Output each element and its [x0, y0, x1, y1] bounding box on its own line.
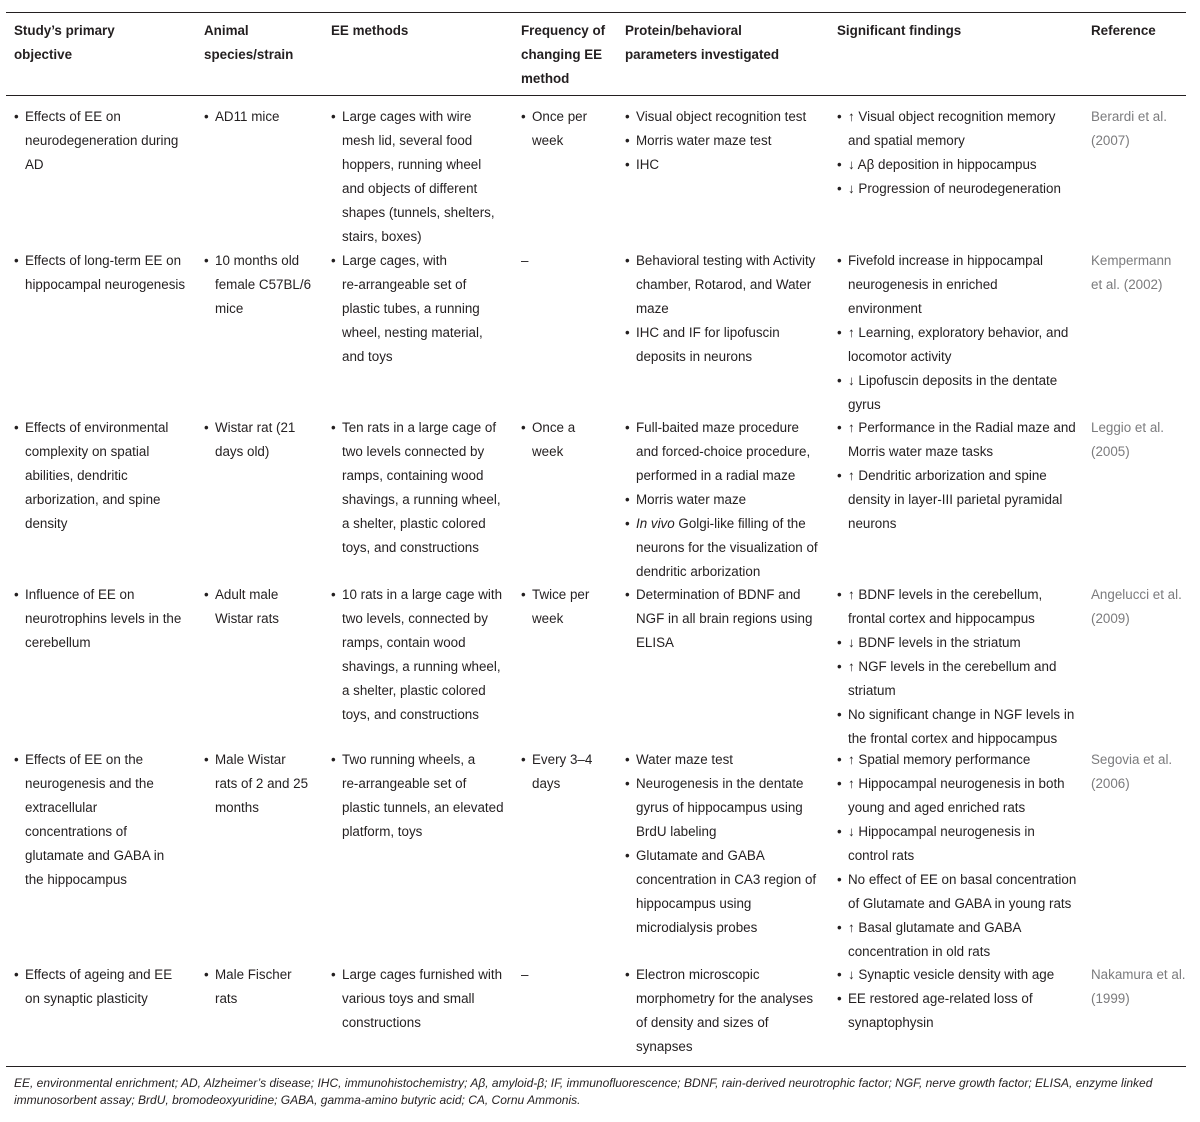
item-line: neurogenesis and the [25, 776, 154, 791]
item-line: • Male Wistar [215, 752, 286, 767]
reference-cell [1091, 748, 1191, 796]
bullet-item [837, 916, 1087, 964]
item-line: abilities, dendritic [25, 468, 128, 483]
findings-cell [837, 105, 1087, 201]
header-line: Study’s primary [14, 23, 115, 38]
item-line: maze [636, 301, 669, 316]
item-line: BrdU labeling [636, 824, 717, 839]
item-line: young and aged enriched rats [848, 800, 1026, 815]
item-line: • Two running wheels, a [342, 752, 476, 767]
reference-line: Kempermann [1091, 253, 1172, 268]
item-line: a shelter, plastic colored [342, 683, 486, 698]
bullet-item [331, 105, 519, 249]
bottom-rule [6, 1066, 1186, 1067]
item-line: • Once a [532, 420, 576, 435]
methods-cell [331, 416, 519, 560]
header-line: Significant findings [837, 23, 962, 38]
bullet-item [204, 963, 329, 1011]
item-line: platform, toys [342, 824, 423, 839]
item-line: • Behavioral testing with Activity [636, 253, 816, 268]
item-line: • Visual object recognition test [636, 109, 807, 124]
bullet-item [837, 464, 1087, 536]
item-line: • ↓ Progression of neurodegeneration [848, 181, 1061, 196]
methods-cell [331, 748, 519, 844]
item-line: of density and sizes of [636, 1015, 769, 1030]
header-rule [6, 95, 1186, 96]
item-line: chamber, Rotarod, and Water [636, 277, 812, 292]
item-line: re-arrangeable set of [342, 277, 467, 292]
item-line: • No effect of EE on basal concentration [848, 872, 1077, 887]
species-cell [204, 583, 329, 631]
item-line: female C57BL/6 [215, 277, 312, 292]
item-line: • ↑ Learning, exploratory behavior, and [848, 325, 1069, 340]
bullet-item [837, 987, 1087, 1035]
item-line: of Glutamate and GABA in young rats [848, 896, 1072, 911]
item-line: the hippocampus [25, 872, 127, 887]
item-line: • Fivefold increase in hippocampal [848, 253, 1044, 268]
bullet-item [625, 512, 835, 584]
item-line: neurons [848, 516, 897, 531]
frequency-dash: – [521, 967, 529, 982]
bullet-item [204, 416, 329, 464]
frequency-cell [521, 249, 623, 273]
bullet-item [837, 249, 1087, 321]
item-line: Wistar rats [215, 611, 279, 626]
objective-cell [14, 583, 199, 655]
bullet-item [14, 583, 199, 655]
reference-line: (2006) [1091, 776, 1130, 791]
item-line: • No significant change in NGF levels in [848, 707, 1075, 722]
item-line: hippocampus using [636, 896, 752, 911]
parameters-cell [625, 249, 835, 369]
item-line: cerebellum [25, 635, 91, 650]
bullet-item [837, 868, 1087, 916]
bullet-item [837, 820, 1087, 868]
item-line: • Neurogenesis in the dentate [636, 776, 804, 791]
col-methods-header [331, 19, 519, 43]
col-frequency-header [521, 19, 623, 91]
header-line: parameters investigated [625, 47, 780, 62]
bullet-item [837, 748, 1087, 772]
item-line: various toys and small [342, 991, 475, 1006]
item-line: • Morris water maze [636, 492, 747, 507]
col-reference-header [1091, 19, 1191, 43]
methods-cell [331, 105, 519, 249]
bullet-item [837, 369, 1087, 417]
bullet-item [14, 416, 199, 536]
item-line: mesh lid, several food [342, 133, 473, 148]
item-line: ramps, contain wood [342, 635, 466, 650]
species-cell [204, 105, 329, 129]
item-line: mice [215, 301, 244, 316]
item-line: plastic tubes, a running [342, 301, 480, 316]
objective-cell [14, 249, 199, 297]
reference-line: et al. (2002) [1091, 277, 1163, 292]
bullet-item [625, 416, 835, 488]
item-line: • 10 rats in a large cage with [342, 587, 503, 602]
item-line: • ↑ Basal glutamate and GABA [848, 920, 1022, 935]
findings-cell [837, 748, 1087, 964]
reference-cell [1091, 583, 1191, 631]
item-line: AD [25, 157, 44, 172]
reference-line: (1999) [1091, 991, 1130, 1006]
reference-cell [1091, 963, 1191, 1011]
findings-cell [837, 963, 1087, 1035]
item-line: toys, and constructions [342, 707, 479, 722]
reference-cell [1091, 249, 1191, 297]
frequency-cell [521, 748, 623, 796]
frequency-cell [521, 583, 623, 631]
frequency-cell [521, 963, 623, 987]
item-line: two levels connected by [342, 444, 485, 459]
item-line: shavings, a running wheel, [342, 659, 501, 674]
item-line: • Water maze test [636, 752, 733, 767]
item-line: arborization, and spine [25, 492, 161, 507]
item-line: gyrus of hippocampus using [636, 800, 803, 815]
item-line: performed in a radial maze [636, 468, 796, 483]
item-line: • IHC and IF for lipofuscin [636, 325, 780, 340]
item-line: • Effects of ageing and EE [25, 967, 173, 982]
frequency-cell [521, 416, 623, 464]
bullet-item [837, 703, 1087, 751]
methods-cell [331, 963, 519, 1035]
bullet-item [625, 583, 835, 655]
item-line: week [532, 133, 564, 148]
findings-cell [837, 249, 1087, 417]
bullet-item [14, 249, 199, 297]
item-line: toys, and constructions [342, 540, 479, 555]
reference-line: Nakamura et al. [1091, 967, 1186, 982]
bullet-item [521, 583, 623, 631]
item-line: months [215, 800, 259, 815]
bullet-item [837, 631, 1087, 655]
bullet-item [204, 748, 329, 820]
bullet-item [331, 249, 519, 369]
item-line: deposits in neurons [636, 349, 753, 364]
objective-cell [14, 105, 199, 177]
item-line: • Male Fischer [215, 967, 292, 982]
item-line: • Large cages furnished with [342, 967, 503, 982]
item-line: neurogenesis in enriched [848, 277, 998, 292]
item-line: constructions [342, 1015, 421, 1030]
bullet-item [14, 963, 199, 1011]
bullet-item [204, 105, 329, 129]
item-line: and forced-choice procedure, [636, 444, 811, 459]
item-line: • ↓ Lipofuscin deposits in the dentate [848, 373, 1058, 388]
item-line: • Large cages with wire [342, 109, 472, 124]
bullet-item [625, 321, 835, 369]
item-line: plastic tunnels, an elevated [342, 800, 504, 815]
findings-cell [837, 583, 1087, 751]
header-line: objective [14, 47, 73, 62]
item-line: ramps, containing wood [342, 468, 484, 483]
header-line: EE methods [331, 23, 409, 38]
item-line: • Every 3–4 [532, 752, 593, 767]
reference-cell [1091, 416, 1191, 464]
bullet-item [837, 177, 1087, 201]
item-line: • Influence of EE on [25, 587, 135, 602]
header-line: Reference [1091, 23, 1156, 38]
parameters-cell [625, 416, 835, 584]
item-line: week [532, 444, 564, 459]
bullet-item [14, 105, 199, 177]
header-line: changing EE [521, 47, 603, 62]
item-line: synapses [636, 1039, 693, 1054]
bullet-item [837, 153, 1087, 177]
item-line: on synaptic plasticity [25, 991, 148, 1006]
parameters-cell [625, 105, 835, 177]
reference-line: Segovia et al. [1091, 752, 1173, 767]
bullet-item [331, 416, 519, 560]
findings-cell [837, 416, 1087, 536]
species-cell [204, 416, 329, 464]
item-line: • Effects of EE on [25, 109, 121, 124]
reference-line: (2009) [1091, 611, 1130, 626]
bullet-item [521, 105, 623, 153]
col-species-header [204, 19, 329, 67]
item-line: • 10 months old [215, 253, 300, 268]
item-line: density [25, 516, 68, 531]
bullet-item [625, 772, 835, 844]
item-line: and objects of different [342, 181, 478, 196]
header-line: Frequency of [521, 23, 606, 38]
item-line: • ↓ Synaptic vesicle density with age [848, 967, 1055, 982]
item-line: NGF in all brain regions using [636, 611, 813, 626]
item-line: morphometry for the analyses [636, 991, 814, 1006]
item-line: concentrations of [25, 824, 127, 839]
bullet-item [625, 249, 835, 321]
header-line: Protein/behavioral [625, 23, 742, 38]
top-rule [6, 12, 1186, 13]
bullet-item [837, 105, 1087, 153]
item-line: environment [848, 301, 922, 316]
item-line: the frontal cortex and hippocampus [848, 731, 1058, 746]
bullet-item [837, 772, 1087, 820]
bullet-item [331, 963, 519, 1035]
bullet-item [625, 105, 835, 129]
bullet-item [14, 748, 199, 892]
reference-line: (2005) [1091, 444, 1130, 459]
bullet-item [625, 963, 835, 1059]
item-line: and spatial memory [848, 133, 965, 148]
item-line: • ↓ Hippocampal neurogenesis in [848, 824, 1035, 839]
reference-line: Leggio et al. [1091, 420, 1164, 435]
item-line: hippocampal neurogenesis [25, 277, 186, 292]
item-line: week [532, 611, 564, 626]
item-line: hoppers, running wheel [342, 157, 482, 172]
item-line: control rats [848, 848, 915, 863]
reference-line: Angelucci et al. [1091, 587, 1182, 602]
item-line: rats of 2 and 25 [215, 776, 309, 791]
methods-cell [331, 583, 519, 727]
item-line: • Full-baited maze procedure [636, 420, 800, 435]
methods-cell [331, 249, 519, 369]
parameters-cell [625, 963, 835, 1059]
reference-cell [1091, 105, 1191, 153]
item-line: • Electron microscopic [636, 967, 760, 982]
header-line: Animal [204, 23, 249, 38]
reference-line: Berardi et al. [1091, 109, 1167, 124]
item-line: • ↑ Dendritic arborization and spine [848, 468, 1047, 483]
item-line: • ↑ BDNF levels in the cerebellum, [848, 587, 1043, 602]
objective-cell [14, 416, 199, 536]
col-parameters-header [625, 19, 835, 67]
bullet-item [625, 129, 835, 153]
item-line: • Ten rats in a large cage of [342, 420, 497, 435]
item-line: • ↑ NGF levels in the cerebellum and [848, 659, 1057, 674]
header-line: species/strain [204, 47, 294, 62]
table-footnote: EE, environmental enrichment; AD, Alzheimer’s disease; IHC, immunohistochemistry; Aβ, amyloid-β; IF, immunofluorescence; BDNF, rain-derived neurotrophic factor; NGF, nerve growth factor; ELISA, enzyme linked immunosorbent assay; BrdU, bromodeoxyuridine; GABA, gamma-amino butyric acid; CA, Cornu Ammonis. [14, 1076, 1153, 1107]
item-line: • EE restored age-related loss of [848, 991, 1033, 1006]
parameters-cell [625, 583, 835, 655]
italic-term: In vivo [636, 516, 675, 531]
item-line: • Effects of environmental [25, 420, 169, 435]
item-line: concentration in CA3 region of [636, 872, 817, 887]
frequency-dash: – [521, 253, 529, 268]
item-line: • ↑ Hippocampal neurogenesis in both [848, 776, 1065, 791]
species-cell [204, 249, 329, 321]
item-line: days [532, 776, 561, 791]
col-objective-header [14, 19, 199, 67]
bullet-item [837, 655, 1087, 703]
item-line: • ↓ BDNF levels in the striatum [848, 635, 1021, 650]
item-line: stairs, boxes) [342, 229, 422, 244]
item-line: locomotor activity [848, 349, 952, 364]
item-line: shapes (tunnels, shelters, [342, 205, 495, 220]
item-line: complexity on spatial [25, 444, 150, 459]
item-line: ELISA [636, 635, 674, 650]
item-line: glutamate and GABA in [25, 848, 165, 863]
item-line: • Determination of BDNF and [636, 587, 801, 602]
bullet-item [204, 583, 329, 631]
reference-line: (2007) [1091, 133, 1130, 148]
item-line: gyrus [848, 397, 881, 412]
item-line: re-arrangeable set of [342, 776, 467, 791]
bullet-item [837, 583, 1087, 631]
item-line: • In vivo Golgi-like filling of the [636, 516, 806, 531]
item-line: • Adult male [215, 587, 279, 602]
item-line: • Glutamate and GABA [636, 848, 765, 863]
item-line: • ↑ Spatial memory performance [848, 752, 1031, 767]
item-line: • Large cages, with [342, 253, 447, 268]
bullet-item [625, 153, 835, 177]
bullet-item [837, 321, 1087, 369]
item-line: • Effects of long-term EE on [25, 253, 182, 268]
item-line: • ↑ Performance in the Radial maze and [848, 420, 1076, 435]
item-line: and toys [342, 349, 393, 364]
item-line: • AD11 mice [215, 109, 280, 124]
item-line: striatum [848, 683, 896, 698]
item-line: extracellular [25, 800, 98, 815]
bullet-item [331, 748, 519, 844]
item-line: microdialysis probes [636, 920, 758, 935]
item-line: Morris water maze tasks [848, 444, 994, 459]
bullet-item [837, 416, 1087, 464]
parameters-cell [625, 748, 835, 940]
item-line: • Morris water maze test [636, 133, 772, 148]
bullet-item [521, 416, 623, 464]
item-line: density in layer-III parietal pyramidal [848, 492, 1063, 507]
objective-cell [14, 963, 199, 1011]
header-line: method [521, 71, 570, 86]
item-line: • Wistar rat (21 [215, 420, 296, 435]
item-line: • ↑ Visual object recognition memory [848, 109, 1056, 124]
item-line: frontal cortex and hippocampus [848, 611, 1035, 626]
item-line: wheel, nesting material, [342, 325, 483, 340]
bullet-item [625, 748, 835, 772]
frequency-cell [521, 105, 623, 153]
species-cell [204, 748, 329, 820]
col-findings-header [837, 19, 1087, 43]
item-line: days old) [215, 444, 270, 459]
bullet-item [837, 963, 1087, 987]
item-line: dendritic arborization [636, 564, 761, 579]
item-line: • Twice per [532, 587, 590, 602]
item-line: concentration in old rats [848, 944, 991, 959]
item-line: • Effects of EE on the [25, 752, 144, 767]
item-line: • Once per [532, 109, 588, 124]
item-line: rats [215, 991, 238, 1006]
item-line: synaptophysin [848, 1015, 934, 1030]
objective-cell [14, 748, 199, 892]
item-line: neurodegeneration during [25, 133, 179, 148]
item-line: neurons for the visualization of [636, 540, 818, 555]
species-cell [204, 963, 329, 1011]
item-line: • IHC [636, 157, 660, 172]
bullet-item [331, 583, 519, 727]
item-line: two levels, connected by [342, 611, 488, 626]
bullet-item [204, 249, 329, 321]
item-line: shavings, a running wheel, [342, 492, 501, 507]
item-line: a shelter, plastic colored [342, 516, 486, 531]
item-line: neurotrophins levels in the [25, 611, 182, 626]
item-line: • ↓ Aβ deposition in hippocampus [848, 157, 1037, 172]
bullet-item [521, 748, 623, 796]
bullet-item [625, 488, 835, 512]
bullet-item [625, 844, 835, 940]
